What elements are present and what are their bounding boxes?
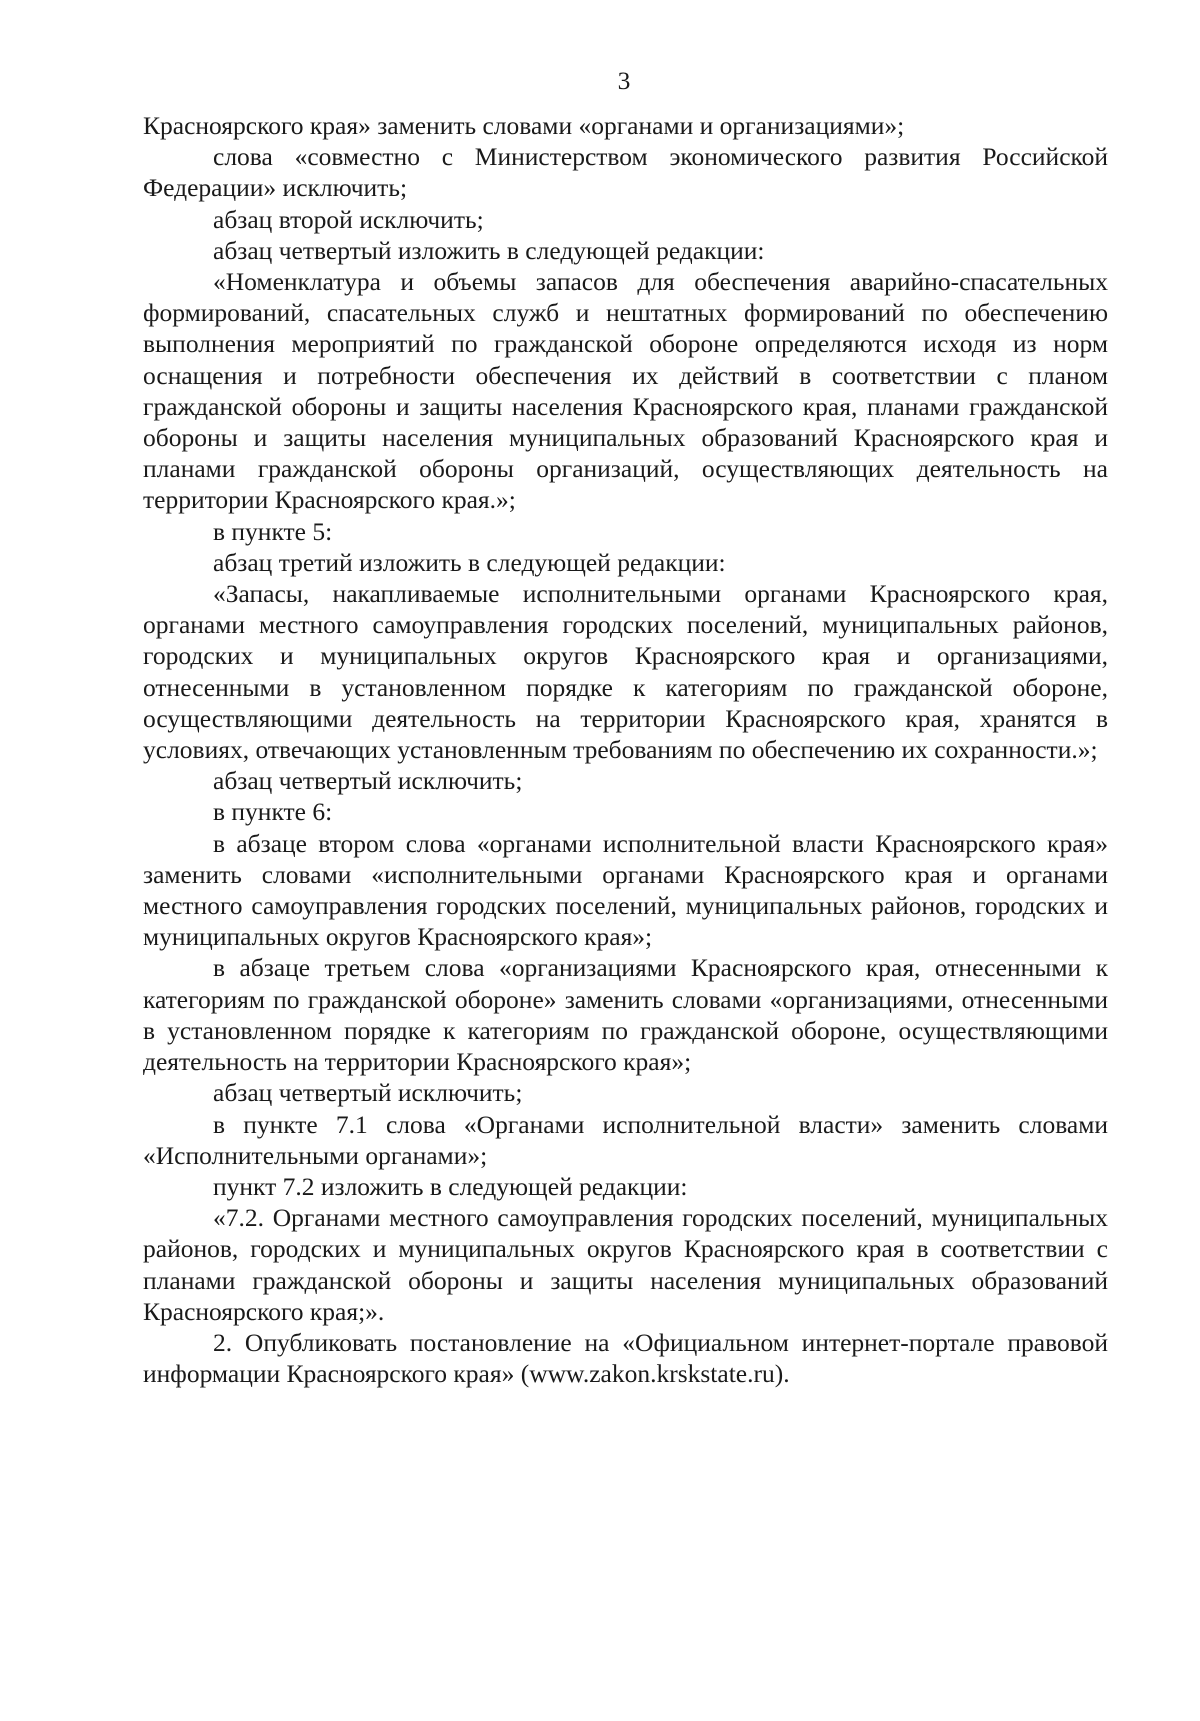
paragraph: 2. Опубликовать постановление на «Официальном интернет-портале правовой информации Красноярского края» (www.zakon.krskstate.ru). — [143, 1327, 1108, 1389]
paragraph: пункт 7.2 изложить в следующей редакции: — [213, 1171, 688, 1201]
paragraph: «7.2. Органами местного самоуправления городских поселений, муниципальных районов, городских и муниципальных округов Красноярского края в соответствии с планами гражданской обороны и защиты населения муниципальных образований Красноярского края;». — [143, 1203, 1108, 1326]
paragraph: в пункте 5: — [213, 516, 333, 546]
paragraph: «Номенклатура и объемы запасов для обеспечения аварийно-спасательных формирований, спасательных служб и нештатных формирований по обеспечению выполнения мероприятий по гражданской обороне определяются исходя из норм оснащения и потребности обеспечения их действий в соответствии с планом гражданской обороны и защиты населения Красноярского края, планами гражданской обороны и защиты населения муниципальных образований Красноярского края и планами гражданской обороны организаций, осуществляющих деятельность на территории Красноярского края.»; — [143, 267, 1108, 515]
paragraph: слова «совместно с Министерством экономического развития Российской Федерации» исключить; — [143, 142, 1108, 203]
paragraph: в пункте 7.1 слова «Органами исполнительной власти» заменить словами «Исполнительными органами»; — [143, 1109, 1108, 1170]
paragraph: Красноярского края» заменить словами «органами и организациями»; — [143, 111, 905, 140]
paragraph: абзац четвертый исключить; — [213, 1078, 523, 1108]
page-number: 3 — [617, 66, 631, 95]
paragraph: абзац четвертый изложить в следующей редакции: — [213, 235, 765, 265]
paragraph: в пункте 6: — [213, 797, 333, 827]
paragraph: абзац второй исключить; — [213, 204, 484, 234]
paragraph: «Запасы, накапливаемые исполнительными органами Красноярского края, органами местного самоуправления городских поселений, муниципальных районов, городских и муниципальных округов Красноярского края и организациями, отнесенными в установленном порядке к категориям по гражданской обороне, осуществляющими деятельность на территории Красноярского края, хранятся в условиях, отвечающих установленным требованиям по обеспечению их сохранности.»; — [143, 579, 1108, 765]
paragraph: в абзаце втором слова «органами исполнительной власти Красноярского края» заменить словами «исполнительными органами Красноярского края и органами местного самоуправления городских поселений, муниципальных районов, городских и муниципальных округов Красноярского края»; — [143, 828, 1108, 952]
document-body — [143, 110, 1108, 1389]
paragraph: абзац четвертый исключить; — [213, 766, 523, 796]
paragraph: абзац третий изложить в следующей редакции: — [213, 547, 726, 577]
paragraph: в абзаце третьем слова «организациями Красноярского края, отнесенными к категориям по гражданской обороне» заменить словами «организациями, отнесенными в установленном порядке к категориям по гражданской обороне, осуществляющими деятельность на территории Красноярского края»; — [143, 953, 1108, 1077]
